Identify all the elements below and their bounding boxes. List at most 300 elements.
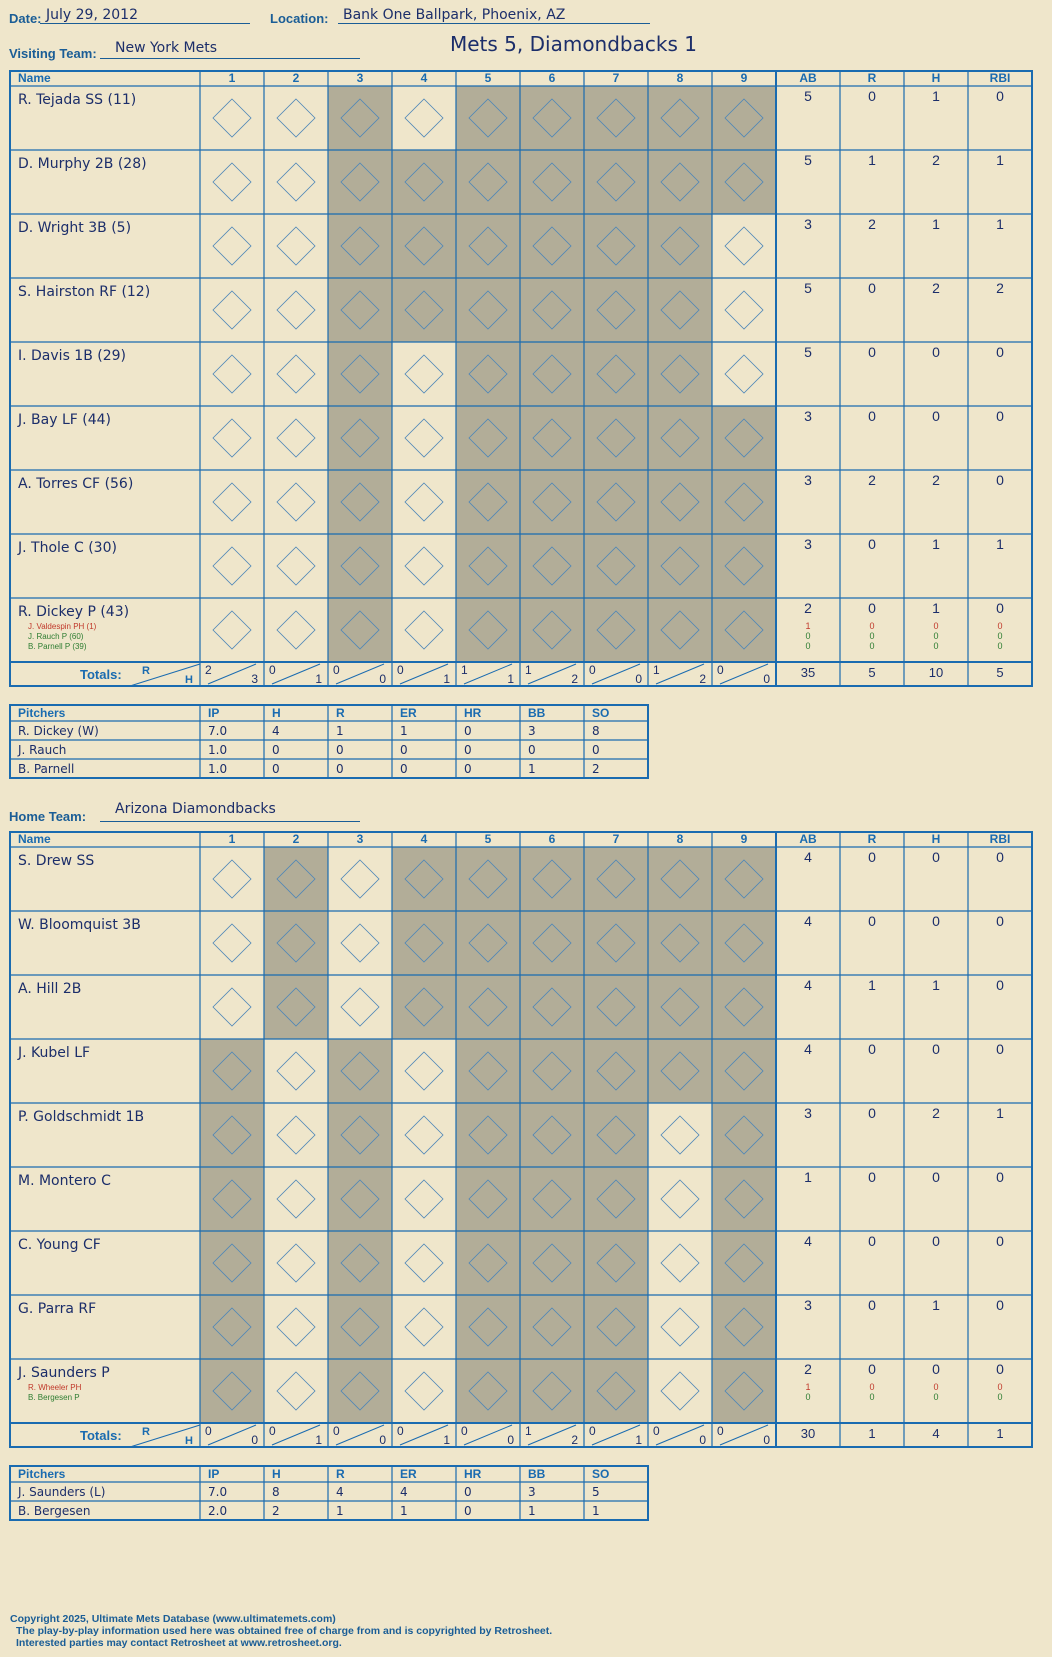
base-diamond: [277, 227, 315, 265]
batter-stat: 0: [932, 913, 940, 929]
inning-runs: 0: [269, 663, 276, 677]
shaded-cell: [712, 1359, 776, 1423]
batter-stat: 0: [932, 344, 940, 360]
batter-stat: 0: [868, 913, 876, 929]
inning-total-divider: [208, 664, 256, 684]
batter-stat: 5: [804, 152, 812, 168]
shaded-cell: [712, 1295, 776, 1359]
batter-stat: 1: [868, 977, 876, 993]
visiting-pitchers-table: [0, 704, 660, 794]
batter-stat: 0: [932, 408, 940, 424]
shaded-cell: [264, 911, 328, 975]
batter-stat: 2: [932, 280, 940, 296]
inning-total-divider: [720, 1425, 768, 1445]
shaded-cell: [520, 86, 584, 150]
shaded-cell: [328, 534, 392, 598]
shaded-cell: [456, 975, 520, 1039]
base-diamond: [725, 227, 763, 265]
substitute-name: B. Bergesen P: [28, 1393, 80, 1402]
shaded-cell: [328, 470, 392, 534]
inning-runs: 1: [461, 663, 468, 677]
date-underline: [40, 23, 250, 24]
batter-stat: 0: [932, 849, 940, 865]
base-diamond: [277, 1180, 315, 1218]
visiting-team-underline: [100, 58, 360, 59]
batter-stat: 4: [804, 977, 812, 993]
pitching-header: ER: [400, 706, 417, 720]
base-diamond: [405, 1180, 443, 1218]
batter-stat: 0: [996, 88, 1004, 104]
pitching-header: IP: [208, 706, 220, 720]
batter-stat: 1: [932, 600, 940, 616]
pitching-header: HR: [464, 706, 482, 720]
inning-hits: 2: [571, 1433, 578, 1447]
batter-name: J. Saunders P: [18, 1365, 110, 1381]
shaded-cell: [520, 1103, 584, 1167]
substitute-stat: 0: [869, 641, 875, 651]
shaded-cell: [648, 911, 712, 975]
shaded-cell: [520, 847, 584, 911]
base-diamond: [277, 355, 315, 393]
inning-hits: 0: [763, 1433, 770, 1447]
inning-hits: 2: [699, 672, 706, 686]
batter-stat: 3: [804, 1297, 812, 1313]
base-diamond: [341, 924, 379, 962]
total-stat: 30: [800, 1426, 816, 1441]
batter-stat: 0: [996, 1169, 1004, 1185]
shaded-cell: [712, 1103, 776, 1167]
batter-stat: 1: [996, 216, 1004, 232]
substitute-stat: 0: [933, 1382, 939, 1392]
inning-header-5: 5: [484, 832, 492, 846]
pitching-stat: 0: [272, 762, 280, 776]
name-header: Name: [18, 71, 51, 85]
shaded-cell: [520, 214, 584, 278]
batter-stat: 0: [868, 88, 876, 104]
batter-stat: 0: [996, 849, 1004, 865]
shaded-cell: [648, 534, 712, 598]
batter-stat: 0: [996, 344, 1004, 360]
home-team-label: Home Team:: [9, 809, 87, 824]
shaded-cell: [584, 1231, 648, 1295]
inning-header-3: 3: [356, 832, 364, 846]
copyright-line: Copyright 2025, Ultimate Mets Database (www.ultimatemets.com): [10, 1613, 336, 1625]
pitching-stat: 1: [336, 1504, 344, 1518]
substitute-stat: 1: [805, 1382, 811, 1392]
totals-h-label: H: [185, 1435, 193, 1447]
base-diamond: [277, 163, 315, 201]
inning-header-3: 3: [356, 71, 364, 85]
batter-stat: 4: [804, 913, 812, 929]
pitching-stat: 2: [592, 762, 600, 776]
base-diamond: [405, 483, 443, 521]
base-diamond: [213, 860, 251, 898]
shaded-cell: [328, 1359, 392, 1423]
batter-stat: 3: [804, 472, 812, 488]
shaded-cell: [328, 342, 392, 406]
pitching-stat: 7.0: [208, 724, 228, 738]
batter-stat: 3: [804, 536, 812, 552]
substitute-stat: 0: [997, 1392, 1003, 1402]
pitching-header: Pitchers: [18, 1467, 66, 1481]
inning-header-6: 6: [548, 71, 556, 85]
batter-stat: 0: [996, 1297, 1004, 1313]
shaded-cell: [520, 598, 584, 662]
inning-hits: 1: [443, 1433, 450, 1447]
base-diamond: [661, 1244, 699, 1282]
base-diamond: [213, 355, 251, 393]
base-diamond: [213, 988, 251, 1026]
inning-runs: 0: [653, 1424, 660, 1438]
batter-name: R. Tejada SS (11): [18, 92, 137, 108]
shaded-cell: [712, 975, 776, 1039]
stat-header-ab: AB: [799, 832, 817, 846]
shaded-cell: [520, 1295, 584, 1359]
shaded-cell: [264, 847, 328, 911]
pitching-stat: 1.0: [208, 743, 228, 757]
batter-name: D. Wright 3B (5): [18, 220, 132, 236]
batter-stat: 0: [868, 1297, 876, 1313]
inning-hits: 2: [571, 672, 578, 686]
substitute-stat: 0: [869, 1382, 875, 1392]
base-diamond: [277, 99, 315, 137]
home-pitchers-table: [0, 1465, 660, 1535]
pitching-stat: 0: [592, 743, 600, 757]
shaded-cell: [648, 470, 712, 534]
shaded-cell: [520, 470, 584, 534]
batter-stat: 2: [804, 1361, 812, 1377]
shaded-cell: [456, 1103, 520, 1167]
shaded-cell: [328, 1295, 392, 1359]
batter-stat: 2: [868, 216, 876, 232]
shaded-cell: [328, 150, 392, 214]
substitute-stat: 0: [869, 621, 875, 631]
shaded-cell: [584, 1295, 648, 1359]
shaded-cell: [456, 911, 520, 975]
batter-stat: 4: [804, 849, 812, 865]
date-label: Date:: [9, 11, 42, 26]
shaded-cell: [456, 847, 520, 911]
pitching-stat: 1: [336, 724, 344, 738]
inning-total-divider: [464, 664, 512, 684]
pitching-stat: 4: [400, 1485, 408, 1499]
substitute-stat: 0: [933, 631, 939, 641]
inning-hits: 0: [251, 1433, 258, 1447]
base-diamond: [405, 1308, 443, 1346]
inning-hits: 1: [315, 672, 322, 686]
shaded-cell: [456, 470, 520, 534]
inning-hits: 0: [699, 1433, 706, 1447]
total-stat: 4: [932, 1426, 940, 1441]
total-stat: 35: [800, 665, 816, 680]
date-value: July 29, 2012: [46, 7, 138, 23]
totals-r-label: R: [142, 1426, 150, 1438]
batter-stat: 0: [996, 472, 1004, 488]
base-diamond: [213, 291, 251, 329]
base-diamond: [405, 99, 443, 137]
pitching-stat: 0: [464, 724, 472, 738]
shaded-cell: [520, 911, 584, 975]
inning-header-2: 2: [292, 71, 300, 85]
shaded-cell: [328, 86, 392, 150]
batter-stat: 5: [804, 88, 812, 104]
batter-stat: 4: [804, 1233, 812, 1249]
shaded-cell: [584, 278, 648, 342]
pitcher-name: R. Dickey (W): [18, 724, 99, 738]
shaded-cell: [584, 975, 648, 1039]
pitching-stat: 4: [272, 724, 280, 738]
inning-header-1: 1: [228, 71, 236, 85]
base-diamond: [277, 1244, 315, 1282]
inning-runs: 0: [397, 663, 404, 677]
base-diamond: [341, 860, 379, 898]
shaded-cell: [520, 342, 584, 406]
batter-stat: 1: [932, 536, 940, 552]
batter-stat: 0: [996, 408, 1004, 424]
pitching-stat: 5: [592, 1485, 600, 1499]
inning-header-4: 4: [420, 71, 428, 85]
shaded-cell: [392, 150, 456, 214]
stat-header-r: R: [867, 71, 877, 85]
inning-header-6: 6: [548, 832, 556, 846]
inning-header-7: 7: [612, 71, 620, 85]
inning-total-divider: [336, 1425, 384, 1445]
batter-stat: 1: [996, 152, 1004, 168]
home-scorecard: [0, 831, 1052, 1451]
base-diamond: [277, 483, 315, 521]
base-diamond: [405, 419, 443, 457]
batter-name: A. Hill 2B: [18, 981, 82, 997]
shaded-cell: [584, 86, 648, 150]
batter-name: I. Davis 1B (29): [18, 348, 127, 364]
shaded-cell: [328, 1231, 392, 1295]
pitcher-name: B. Parnell: [18, 762, 75, 776]
shaded-cell: [648, 278, 712, 342]
shaded-cell: [712, 406, 776, 470]
batter-name: J. Kubel LF: [18, 1045, 91, 1061]
batter-stat: 0: [868, 1041, 876, 1057]
pitching-header: HR: [464, 1467, 482, 1481]
pitching-stat: 1: [528, 762, 536, 776]
total-stat: 5: [868, 665, 876, 680]
location-underline: [338, 23, 650, 24]
shaded-cell: [456, 86, 520, 150]
inning-total-divider: [400, 1425, 448, 1445]
substitute-stat: 0: [805, 641, 811, 651]
inning-hits: 0: [763, 672, 770, 686]
batter-stat: 0: [996, 600, 1004, 616]
inning-runs: 0: [717, 663, 724, 677]
inning-runs: 0: [397, 1424, 404, 1438]
pitching-header: ER: [400, 1467, 417, 1481]
pitching-header: IP: [208, 1467, 220, 1481]
shaded-cell: [584, 470, 648, 534]
shaded-cell: [328, 1039, 392, 1103]
pitching-stat: 0: [528, 743, 536, 757]
total-stat: 1: [868, 1426, 876, 1441]
batter-stat: 1: [932, 88, 940, 104]
pitching-stat: 3: [528, 724, 536, 738]
shaded-cell: [392, 911, 456, 975]
shaded-cell: [584, 214, 648, 278]
batter-stat: 3: [804, 408, 812, 424]
pitching-header: H: [272, 706, 281, 720]
substitute-stat: 0: [933, 621, 939, 631]
substitute-stat: 0: [805, 1392, 811, 1402]
shaded-cell: [648, 1039, 712, 1103]
base-diamond: [405, 355, 443, 393]
inning-total-divider: [528, 664, 576, 684]
batter-stat: 0: [868, 536, 876, 552]
batter-stat: 1: [932, 1297, 940, 1313]
inning-runs: 0: [205, 1424, 212, 1438]
base-diamond: [725, 291, 763, 329]
batter-stat: 0: [932, 1233, 940, 1249]
shaded-cell: [520, 1167, 584, 1231]
totals-h-label: H: [185, 674, 193, 686]
inning-total-divider: [528, 1425, 576, 1445]
pitching-header: SO: [592, 706, 610, 720]
batter-name: W. Bloomquist 3B: [18, 917, 141, 933]
inning-hits: 1: [315, 1433, 322, 1447]
shaded-cell: [328, 214, 392, 278]
shaded-cell: [584, 406, 648, 470]
inning-total-divider: [656, 664, 704, 684]
pitching-header: R: [336, 1467, 345, 1481]
inning-runs: 0: [461, 1424, 468, 1438]
batter-stat: 0: [996, 913, 1004, 929]
shaded-cell: [712, 534, 776, 598]
shaded-cell: [584, 150, 648, 214]
inning-runs: 0: [269, 1424, 276, 1438]
shaded-cell: [200, 1295, 264, 1359]
inning-runs: 1: [525, 663, 532, 677]
inning-runs: 2: [205, 663, 212, 677]
inning-total-divider: [208, 1425, 256, 1445]
shaded-cell: [328, 278, 392, 342]
substitute-stat: 0: [997, 631, 1003, 641]
pitching-stat: 0: [336, 762, 344, 776]
base-diamond: [277, 1116, 315, 1154]
batter-stat: 0: [868, 344, 876, 360]
inning-total-divider: [272, 1425, 320, 1445]
pitching-stat: 0: [464, 743, 472, 757]
shaded-cell: [456, 342, 520, 406]
inning-total-divider: [272, 664, 320, 684]
base-diamond: [405, 547, 443, 585]
base-diamond: [725, 355, 763, 393]
inning-hits: 0: [507, 1433, 514, 1447]
stat-header-rbi: RBI: [989, 71, 1011, 85]
base-diamond: [405, 1244, 443, 1282]
substitute-name: J. Rauch P (60): [28, 632, 84, 641]
shaded-cell: [648, 342, 712, 406]
shaded-cell: [648, 975, 712, 1039]
batter-stat: 0: [868, 1361, 876, 1377]
batter-stat: 0: [932, 1361, 940, 1377]
substitute-stat: 0: [997, 1382, 1003, 1392]
home-team-underline: [100, 821, 360, 822]
shaded-cell: [200, 1167, 264, 1231]
shaded-cell: [648, 150, 712, 214]
batter-stat: 0: [868, 600, 876, 616]
total-stat: 5: [996, 665, 1004, 680]
shaded-cell: [712, 470, 776, 534]
batter-stat: 0: [996, 977, 1004, 993]
pitching-stat: 1: [592, 1504, 600, 1518]
inning-runs: 1: [525, 1424, 532, 1438]
shaded-cell: [456, 278, 520, 342]
shaded-cell: [456, 1359, 520, 1423]
shaded-cell: [392, 278, 456, 342]
base-diamond: [213, 99, 251, 137]
batter-stat: 4: [804, 1041, 812, 1057]
pitching-header: BB: [528, 706, 546, 720]
batter-stat: 5: [804, 344, 812, 360]
stat-header-ab: AB: [799, 71, 817, 85]
batter-name: J. Bay LF (44): [18, 412, 111, 428]
shaded-cell: [648, 847, 712, 911]
inning-total-divider: [592, 664, 640, 684]
shaded-cell: [392, 975, 456, 1039]
substitute-name: B. Parnell P (39): [28, 642, 87, 651]
pitching-header: Pitchers: [18, 706, 66, 720]
shaded-cell: [456, 1231, 520, 1295]
home-team-name: Arizona Diamondbacks: [115, 801, 276, 817]
batter-stat: 2: [932, 1105, 940, 1121]
inning-header-7: 7: [612, 832, 620, 846]
shaded-cell: [712, 598, 776, 662]
pitching-border: [10, 705, 648, 778]
batter-stat: 5: [804, 280, 812, 296]
shaded-cell: [328, 1167, 392, 1231]
substitute-stat: 0: [997, 621, 1003, 631]
pitching-stat: 7.0: [208, 1485, 228, 1499]
pitching-stat: 4: [336, 1485, 344, 1499]
batter-stat: 3: [804, 216, 812, 232]
inning-header-5: 5: [484, 71, 492, 85]
shaded-cell: [648, 86, 712, 150]
shaded-cell: [520, 534, 584, 598]
location-label: Location:: [270, 11, 329, 26]
base-diamond: [213, 547, 251, 585]
base-diamond: [661, 1116, 699, 1154]
base-diamond: [213, 924, 251, 962]
pitching-stat: 1: [400, 1504, 408, 1518]
pitching-stat: 0: [464, 762, 472, 776]
base-diamond: [405, 1116, 443, 1154]
stat-header-r: R: [867, 832, 877, 846]
shaded-cell: [584, 534, 648, 598]
shaded-cell: [328, 1103, 392, 1167]
shaded-cell: [520, 975, 584, 1039]
base-diamond: [661, 1372, 699, 1410]
batter-stat: 1: [996, 536, 1004, 552]
inning-header-8: 8: [676, 71, 684, 85]
name-header: Name: [18, 832, 51, 846]
inning-runs: 0: [717, 1424, 724, 1438]
pitching-stat: 0: [464, 1504, 472, 1518]
pitching-stat: 1: [528, 1504, 536, 1518]
shaded-cell: [584, 1103, 648, 1167]
shaded-cell: [456, 598, 520, 662]
base-diamond: [213, 227, 251, 265]
inning-hits: 1: [507, 672, 514, 686]
shaded-cell: [200, 1039, 264, 1103]
pitching-header: SO: [592, 1467, 610, 1481]
stat-header-h: H: [931, 832, 941, 846]
base-diamond: [405, 1052, 443, 1090]
